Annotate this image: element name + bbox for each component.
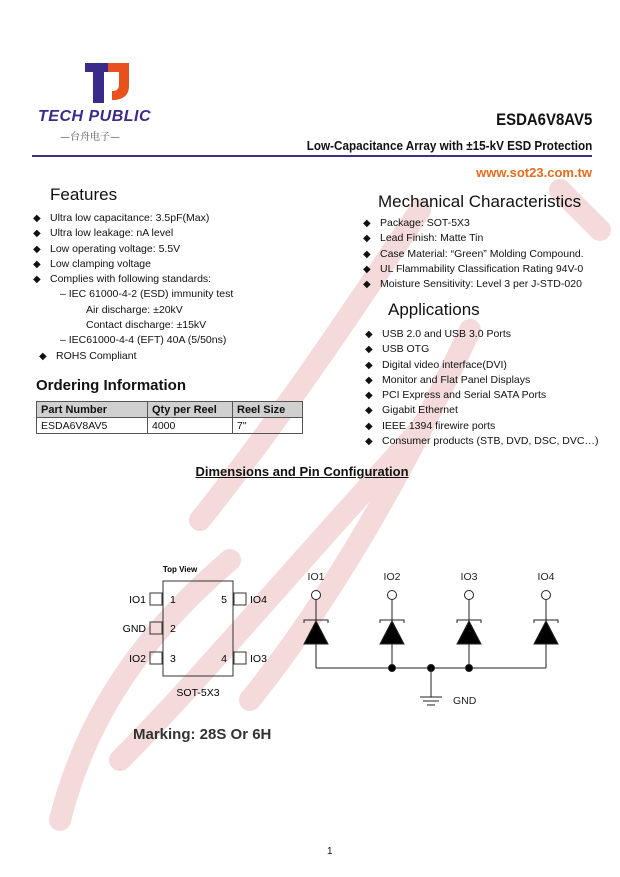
list-item: ◆ IEEE 1394 firewire ports <box>382 419 598 434</box>
io-label: IO4 <box>537 571 555 583</box>
ground-icon <box>420 668 442 705</box>
pin-label: IO1 <box>129 594 146 606</box>
list-item: ◆ Moisture Sensitivity: Level 3 per J-STD-020 <box>380 277 584 292</box>
table-cell: ESDA6V8AV5 <box>37 418 148 434</box>
bullet-icon: ◆ <box>363 233 371 245</box>
tvs-diode-icon <box>457 591 481 669</box>
gnd-label: GND <box>453 695 477 707</box>
tvs-diode-icon <box>534 591 558 669</box>
website-link[interactable]: www.sot23.com.tw <box>476 165 592 180</box>
pin-number: 4 <box>221 653 227 665</box>
list-item: ◆ Case Material: “Green” Molding Compound. <box>380 247 584 262</box>
marking-text: Marking: 28S Or 6H <box>133 726 272 743</box>
bullet-icon: ◆ <box>33 274 41 286</box>
bullet-icon: ◆ <box>365 405 373 417</box>
io-label: IO2 <box>383 571 401 583</box>
pin-pad <box>150 652 162 664</box>
junction-dot <box>466 665 473 672</box>
page-number: 1 <box>327 846 333 857</box>
list-item: ◆ Package: SOT-5X3 <box>380 216 584 231</box>
bullet-icon: ◆ <box>365 420 373 432</box>
bullet-icon: ◆ <box>363 218 371 229</box>
pin-number: 5 <box>221 594 227 606</box>
list-item: ◆ USB OTG <box>382 342 598 357</box>
list-item: ◆ ROHS Compliant <box>50 349 233 364</box>
bullet-icon: ◆ <box>39 350 47 362</box>
ordering-table <box>36 401 303 434</box>
pinout-diagram <box>110 555 290 705</box>
mechanical-heading: Mechanical Characteristics <box>378 192 582 211</box>
pin-number: 1 <box>170 594 176 606</box>
sub-item: – IEC 61000-4-2 (ESD) immunity test <box>60 288 234 301</box>
list-item: ◆ Complies with following standards: <box>50 272 233 287</box>
pin-label: IO3 <box>250 653 267 665</box>
pin-label: IO4 <box>250 594 267 606</box>
bullet-icon: ◆ <box>365 329 373 340</box>
sub-item: – IEC61000-4-4 (EFT) 40A (5/50ns) <box>60 334 227 347</box>
tech-public-logo-icon <box>82 60 132 106</box>
features-heading: Features <box>50 185 118 204</box>
pin-number: 3 <box>170 653 176 665</box>
bullet-icon: ◆ <box>33 228 41 240</box>
column-header: Qty per Reel <box>148 402 233 418</box>
bullet-icon: ◆ <box>365 359 373 371</box>
list-item: ◆ UL Flammability Classification Rating 94V-0 <box>380 262 584 277</box>
list-item: ◆ Ultra low leakage: nA level <box>50 226 233 241</box>
bullet-icon: ◆ <box>363 263 371 275</box>
table-row <box>37 418 303 434</box>
io-label: IO3 <box>460 571 478 583</box>
list-item: ◆ Gigabit Ethernet <box>382 403 598 418</box>
pin-pad <box>234 652 246 664</box>
table-header-row <box>37 402 303 418</box>
bullet-icon: ◆ <box>363 279 371 291</box>
pin-pad <box>150 593 162 605</box>
bullet-icon: ◆ <box>33 258 41 270</box>
sub-item: Contact discharge: ±15kV <box>86 319 207 332</box>
column-header: Reel Size <box>233 402 303 418</box>
list-item: ◆ Lead Finish: Matte Tin <box>380 231 584 246</box>
package-label: SOT-5X3 <box>176 687 220 699</box>
column-header: Part Number <box>37 402 148 418</box>
list-item: ◆ Digital video interface(DVI) <box>382 358 598 373</box>
dimensions-heading: Dimensions and Pin Configuration <box>195 464 409 479</box>
list-item: ◆ Monitor and Flat Panel Displays <box>382 373 598 388</box>
list-item: ◆ Consumer products (STB, DVD, DSC, DVC…) <box>382 434 598 449</box>
circuit-diagram <box>290 560 580 720</box>
applications-heading: Applications <box>388 300 480 319</box>
logo-subtitle: —台舟电子— <box>60 132 120 143</box>
tvs-diode-icon <box>304 591 328 669</box>
bullet-icon: ◆ <box>365 374 373 386</box>
bullet-icon: ◆ <box>33 243 41 255</box>
logo-name: TECH PUBLIC <box>38 108 152 125</box>
bullet-icon: ◆ <box>33 213 41 224</box>
ordering-heading: Ordering Information <box>36 377 186 394</box>
list-item: ◆ PCI Express and Serial SATA Ports <box>382 388 598 403</box>
list-item: ◆ USB 2.0 and USB 3.0 Ports <box>382 327 598 342</box>
list-item: ◆ Ultra low capacitance: 3.5pF(Max) <box>50 211 233 226</box>
junction-dot <box>389 665 396 672</box>
mechanical-list <box>363 216 584 292</box>
header-divider <box>32 155 592 157</box>
bullet-icon: ◆ <box>363 248 371 260</box>
pin-pad <box>150 622 162 634</box>
pin-pad <box>234 593 246 605</box>
sub-item: Air discharge: ±20kV <box>86 303 183 316</box>
pin-label: IO2 <box>129 653 146 665</box>
bullet-icon: ◆ <box>365 436 373 448</box>
io-label: IO1 <box>307 571 325 583</box>
list-item: ◆ Low clamping voltage <box>50 257 233 272</box>
tvs-diode-icon <box>380 591 404 669</box>
features-list <box>33 211 234 364</box>
part-number-title: ESDA6V8AV5 <box>495 110 592 129</box>
table-cell: 4000 <box>148 418 233 434</box>
table-cell: 7" <box>233 418 303 434</box>
document-subtitle: Low-Capacitance Array with ±15-kV ESD Protection <box>306 138 592 153</box>
top-view-label: Top View <box>162 565 198 574</box>
bullet-icon: ◆ <box>365 344 373 356</box>
bullet-icon: ◆ <box>365 390 373 402</box>
pin-number: 2 <box>170 623 176 635</box>
applications-list <box>365 327 599 449</box>
list-item: ◆ Low operating voltage: 5.5V <box>50 242 233 257</box>
pin-label: GND <box>122 623 146 635</box>
